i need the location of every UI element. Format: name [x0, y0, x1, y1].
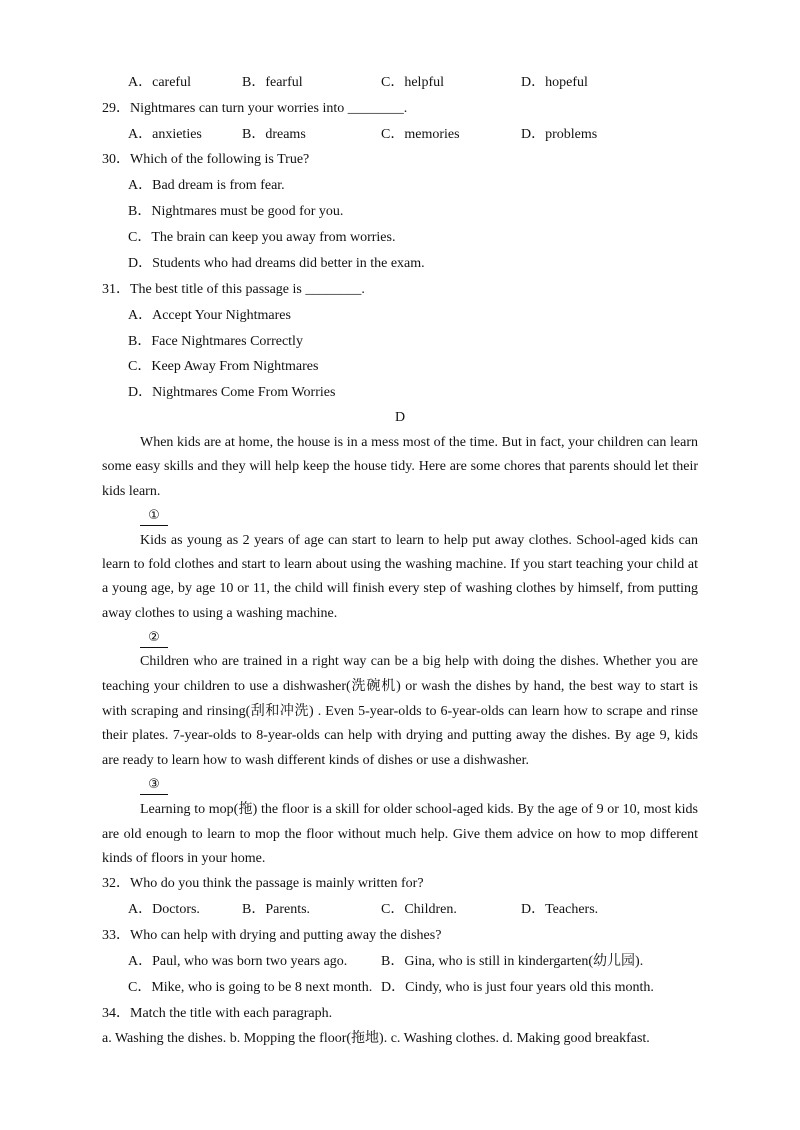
- q28-option-b: B．fearful: [242, 75, 303, 90]
- q32-option-b: B．Parents.: [242, 902, 311, 917]
- q28-option-d: D．hopeful: [521, 75, 588, 90]
- q31-option-c: C．Keep Away From Nightmares: [128, 359, 319, 374]
- para3-line-3: kinds of floors in your home.: [102, 851, 266, 866]
- q30-stem: 30．Which of the following is True?: [102, 152, 310, 167]
- q30-option-c: C．The brain can keep you away from worries.: [128, 230, 396, 245]
- q30-option-d: D．Students who had dreams did better in the exam.: [128, 256, 425, 271]
- q28-option-c: C．helpful: [381, 75, 444, 90]
- q33-option-b: B．Gina, who is still in kindergarten(幼儿园).: [381, 954, 644, 969]
- q29-option-a: A．anxieties: [128, 127, 202, 142]
- passage-heading: D: [394, 410, 406, 425]
- para1-line-2: learn to fold clothes and start to learn about using the washing machine. If you start teaching your child at: [102, 557, 698, 572]
- q28-option-a: A．careful: [128, 75, 191, 90]
- q30-option-b: B．Nightmares must be good for you.: [128, 204, 344, 219]
- q29-stem: 29．Nightmares can turn your worries into ________.: [102, 101, 408, 116]
- q32-stem: 32．Who do you think the passage is mainly written for?: [102, 876, 424, 891]
- paragraph-marker-3: ③: [140, 776, 168, 795]
- q32-option-d: D．Teachers.: [521, 902, 599, 917]
- para2-line-5: are ready to learn how to wash different kinds of dishes or use a dishwasher.: [102, 753, 530, 768]
- paragraph-marker-2: ②: [140, 629, 168, 648]
- q31-option-b: B．Face Nightmares Correctly: [128, 334, 303, 349]
- para3-line-2: are old enough to learn to mop the floor without much help. Give them advice on how to mop different: [102, 827, 698, 842]
- intro-line-2: some easy skills and they will help keep the house tidy. Here are some chores that parents should let their: [102, 459, 698, 474]
- para3-line-1: Learning to mop(拖) the floor is a skill for older school-aged kids. By the age of 9 or 10, most kids: [140, 802, 698, 817]
- q33-option-c: C．Mike, who is going to be 8 next month.: [128, 980, 373, 995]
- q34-choices: a. Washing the dishes. b. Mopping the floor(拖地). c. Washing clothes. d. Making good breakfast.: [102, 1031, 650, 1046]
- q31-option-a: A．Accept Your Nightmares: [128, 308, 291, 323]
- q31-option-d: D．Nightmares Come From Worries: [128, 385, 336, 400]
- intro-line-3: kids learn.: [102, 484, 161, 499]
- para2-line-3: with scraping and rinsing(刮和冲洗) . Even 5-year-olds to 6-year-olds can learn how to scrape and rinse: [102, 704, 698, 719]
- q30-option-a: A．Bad dream is from fear.: [128, 178, 285, 193]
- q34-stem: 34．Match the title with each paragraph.: [102, 1006, 333, 1021]
- q29-option-d: D．problems: [521, 127, 598, 142]
- q32-option-a: A．Doctors.: [128, 902, 200, 917]
- q32-option-c: C．Children.: [381, 902, 457, 917]
- para1-line-3: a young age, by age 10 or 11, the child will finish every step of washing clothes by himself, from putting: [102, 581, 698, 596]
- intro-line-1: When kids are at home, the house is in a mess most of the time. But in fact, your children can learn: [140, 435, 698, 450]
- q33-option-d: D．Cindy, who is just four years old this month.: [381, 980, 654, 995]
- q31-stem: 31．The best title of this passage is ________.: [102, 282, 365, 297]
- q29-option-b: B．dreams: [242, 127, 306, 142]
- para2-line-1: Children who are trained in a right way can be a big help with doing the dishes. Whether you are: [140, 654, 698, 669]
- q33-stem: 33．Who can help with drying and putting away the dishes?: [102, 928, 442, 943]
- q29-option-c: C．memories: [381, 127, 460, 142]
- q33-option-a: A．Paul, who was born two years ago.: [128, 954, 348, 969]
- paragraph-marker-1: ①: [140, 507, 168, 526]
- para1-line-4: away clothes to using a washing machine.: [102, 606, 338, 621]
- para1-line-1: Kids as young as 2 years of age can start to learn to help put away clothes. School-aged kids can: [140, 533, 698, 548]
- para2-line-4: their plates. 7-year-olds to 8-year-olds can help with drying and putting away the dishes. By age 9, kids: [102, 728, 698, 743]
- para2-line-2: teaching your children to use a dishwasher(洗碗机) or wash the dishes by hand, the best way to start is: [102, 679, 698, 694]
